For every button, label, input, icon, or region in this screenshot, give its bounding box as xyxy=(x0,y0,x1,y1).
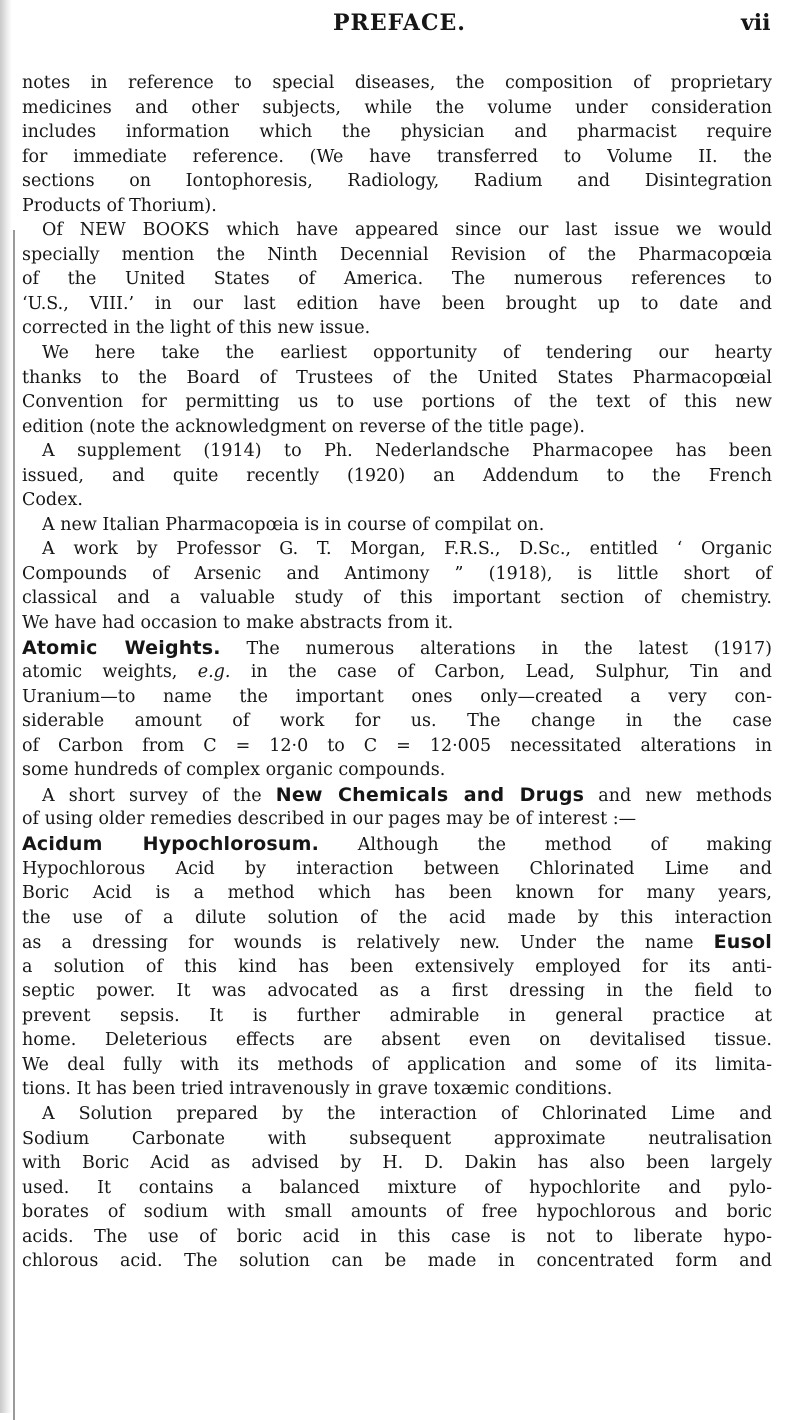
text-line: A Solution prepared by the interaction of Chlorinated Lime and xyxy=(42,1103,772,1124)
text-line: Boric Acid is a method which has been known for many years, xyxy=(22,883,772,904)
text-line: as a dressing for wounds is relatively new. Under the name Eusol xyxy=(22,931,772,954)
text-line: tions. It has been tried intravenously in grave toxæmic conditions. xyxy=(22,1079,613,1100)
text-line: Products of Thorium). xyxy=(22,195,217,216)
section-heading-new-chemicals: New Chemicals and Drugs xyxy=(275,783,585,806)
text-line: Hypochlorous Acid by interaction between Chlorinated Lime and xyxy=(22,858,772,879)
text-line: Acidum Hypochlorosum. Although the method of making xyxy=(22,832,772,855)
text-line: Atomic Weights. The numerous alterations in the latest (1917) xyxy=(22,636,772,659)
text-line: atomic weights, e.g. in the case of Carbon, Lead, Sulphur, Tin and xyxy=(22,662,772,683)
body-text xyxy=(22,71,772,1274)
text-line: Convention for permitting us to use portions of the text of this new xyxy=(22,392,772,413)
running-title: PREFACE. xyxy=(333,10,466,36)
page-header xyxy=(0,10,800,50)
text-line: We have had occasion to make abstracts from it. xyxy=(22,613,454,634)
text-line: home. Deleterious effects are absent even on devitalised tissue. xyxy=(22,1030,772,1051)
page-number: vii xyxy=(741,10,771,36)
text-line: chlorous acid. The solution can be made in concentrated form and xyxy=(22,1251,772,1272)
text-line: prevent sepsis. It is further admirable in general practice at xyxy=(22,1005,772,1026)
text-line: issued, and quite recently (1920) an Addendum to the French xyxy=(22,465,772,486)
text-line: edition (note the acknowledgment on reverse of the title page). xyxy=(22,416,585,437)
text-line: Of NEW BOOKS which have appeared since our last issue we would xyxy=(42,220,772,241)
text-line: medicines and other subjects, while the volume under consideration xyxy=(22,97,772,118)
text-line: of Carbon from C = 12·0 to C = 12·005 necessitated alterations in xyxy=(22,735,772,756)
text-line: Compounds of Arsenic and Antimony ” (1918), is little short of xyxy=(22,563,772,584)
text-line: ‘U.S., VIII.’ in our last edition have been brought up to date and xyxy=(22,293,772,314)
text-line: A new Italian Pharmacopœia is in course of compilat on. xyxy=(42,514,545,535)
margin-rule xyxy=(13,230,15,1420)
text-line: We here take the earliest opportunity of tendering our hearty xyxy=(42,343,772,364)
text-line: of the United States of America. The numerous references to xyxy=(22,269,772,290)
text-line: borates of sodium with small amounts of free hypochlorous and boric xyxy=(22,1202,772,1223)
text-line: Codex. xyxy=(22,490,83,511)
text-line: notes in reference to special diseases, the composition of proprietary xyxy=(22,73,772,93)
text-line: We deal fully with its methods of application and some of its limita- xyxy=(22,1054,772,1075)
section-heading-atomic-weights: Atomic Weights. xyxy=(22,636,221,659)
text-line: with Boric Acid as advised by H. D. Dakin has also been largely xyxy=(22,1153,772,1174)
text-line: Sodium Carbonate with subsequent approximate neutralisation xyxy=(22,1128,772,1149)
text-line: some hundreds of complex organic compounds. xyxy=(22,760,446,781)
text-line: of using older remedies described in our pages may be of interest :— xyxy=(22,809,637,830)
text-line: includes information which the physician and pharmacist require xyxy=(22,122,772,143)
text-line: thanks to the Board of Trustees of the United States Pharmacopœial xyxy=(22,367,772,388)
text-line: Uranium—to name the important ones only—created a very con- xyxy=(22,686,772,707)
text-line: used. It contains a balanced mixture of hypochlorite and pylo- xyxy=(22,1177,772,1198)
text-line: acids. The use of boric acid in this case is not to liberate hypo- xyxy=(22,1226,772,1247)
term-eusol: Eusol xyxy=(713,931,772,954)
text-line: corrected in the light of this new issue. xyxy=(22,318,371,339)
text-line: a solution of this kind has been extensively employed for its anti- xyxy=(22,956,772,977)
text-line: classical and a valuable study of this important section of chemistry. xyxy=(22,588,772,609)
text-line: sections on Iontophoresis, Radiology, Radium and Disintegration xyxy=(22,171,772,192)
text-line: specially mention the Ninth Decennial Revision of the Pharmacopœia xyxy=(22,244,772,265)
page-edge-shadow xyxy=(0,0,12,1413)
text-line: siderable amount of work for us. The change in the case xyxy=(22,711,772,732)
text-line: A work by Professor G. T. Morgan, F.R.S., D.Sc., entitled ‘ Organic xyxy=(42,539,772,560)
text-line: for immediate reference. (We have transferred to Volume II. the xyxy=(22,146,772,167)
text-line: A short survey of the New Chemicals and Drugs and new methods xyxy=(42,783,772,806)
text-line: A supplement (1914) to Ph. Nederlandsche Pharmacopee has been xyxy=(42,441,772,462)
small-caps-heading: NEW BOOKS xyxy=(79,220,210,241)
text-line: septic power. It was advocated as a first dressing in the field to xyxy=(22,981,772,1002)
text-line: the use of a dilute solution of the acid made by this interaction xyxy=(22,907,772,928)
section-heading-acidum-hypochlorosum: Acidum Hypochlorosum. xyxy=(22,832,319,855)
